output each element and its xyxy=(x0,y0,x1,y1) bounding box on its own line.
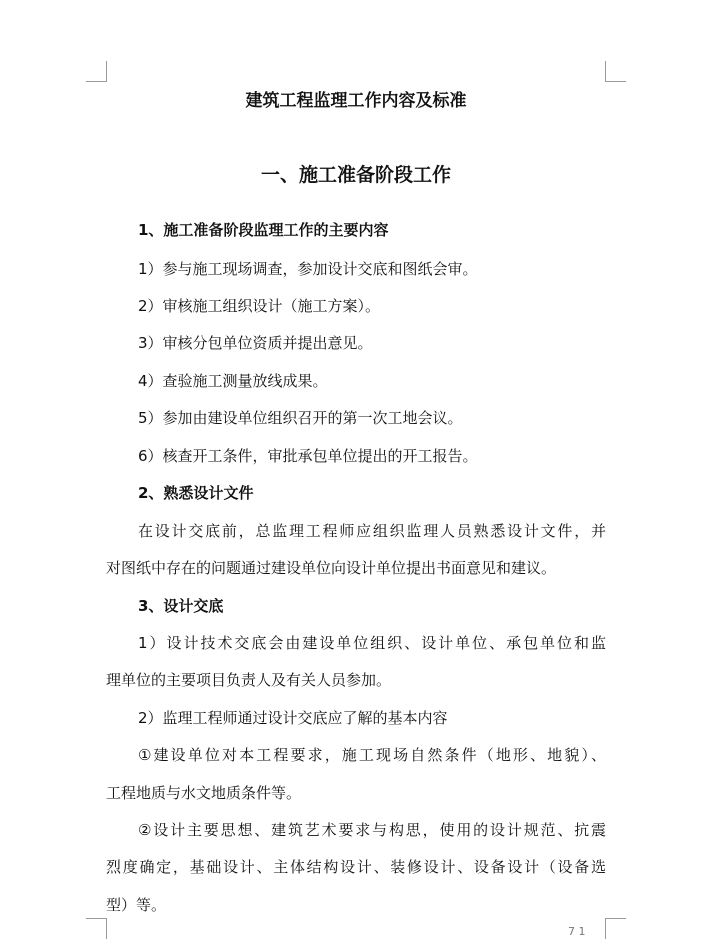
page-number: 7 1 xyxy=(568,925,586,938)
paragraph-line: 对图纸中存在的问题通过建设单位向设计单位提出书面意见和建议。 xyxy=(106,559,557,577)
list-item: 5）参加由建设单位组织召开的第一次工地会议。 xyxy=(138,409,463,427)
section-title: 一、施工准备阶段工作 xyxy=(260,164,451,186)
list-item: 2）审核施工组织设计（施工方案）。 xyxy=(138,297,381,315)
list-item: 4）查验施工测量放线成果。 xyxy=(138,372,328,390)
paragraph-line: 在设计交底前，总监理工程师应组织监理人员熟悉设计文件，并 xyxy=(138,522,606,540)
page-corner-mark-bottom-right xyxy=(605,918,626,939)
paragraph-line: ①建设单位对本工程要求，施工现场自然条件（地形、地貌）、 xyxy=(138,746,606,764)
document-title: 建筑工程监理工作内容及标准 xyxy=(245,91,467,111)
paragraph-line: 1）设计技术交底会由建设单位组织、设计单位、承包单位和监 xyxy=(138,634,606,652)
paragraph-line: ②设计主要思想、建筑艺术要求与构思，使用的设计规范、抗震 xyxy=(138,821,606,839)
page-corner-mark-top-right xyxy=(605,61,626,82)
subheading-design-files: 2、熟悉设计文件 xyxy=(138,484,254,502)
list-item: 6）核查开工条件，审批承包单位提出的开工报告。 xyxy=(138,447,478,465)
paragraph-line: 理单位的主要项目负责人及有关人员参加。 xyxy=(106,671,392,689)
subheading-design-disclosure: 3、设计交底 xyxy=(138,597,224,615)
subheading-prep-content: 1、施工准备阶段监理工作的主要内容 xyxy=(138,221,389,239)
page-corner-mark-top-left xyxy=(86,61,107,82)
page-corner-mark-bottom-left xyxy=(86,918,107,939)
list-item: 1）参与施工现场调查，参加设计交底和图纸会审。 xyxy=(138,260,478,278)
paragraph-line: 2）监理工程师通过设计交底应了解的基本内容 xyxy=(138,709,448,727)
paragraph-line: 烈度确定，基础设计、主体结构设计、装修设计、设备设计（设备选 xyxy=(106,858,606,876)
list-item: 3）审核分包单位资质并提出意见。 xyxy=(138,334,373,352)
paragraph-line: 工程地质与水文地质条件等。 xyxy=(106,784,302,802)
paragraph-line: 型）等。 xyxy=(106,896,167,914)
